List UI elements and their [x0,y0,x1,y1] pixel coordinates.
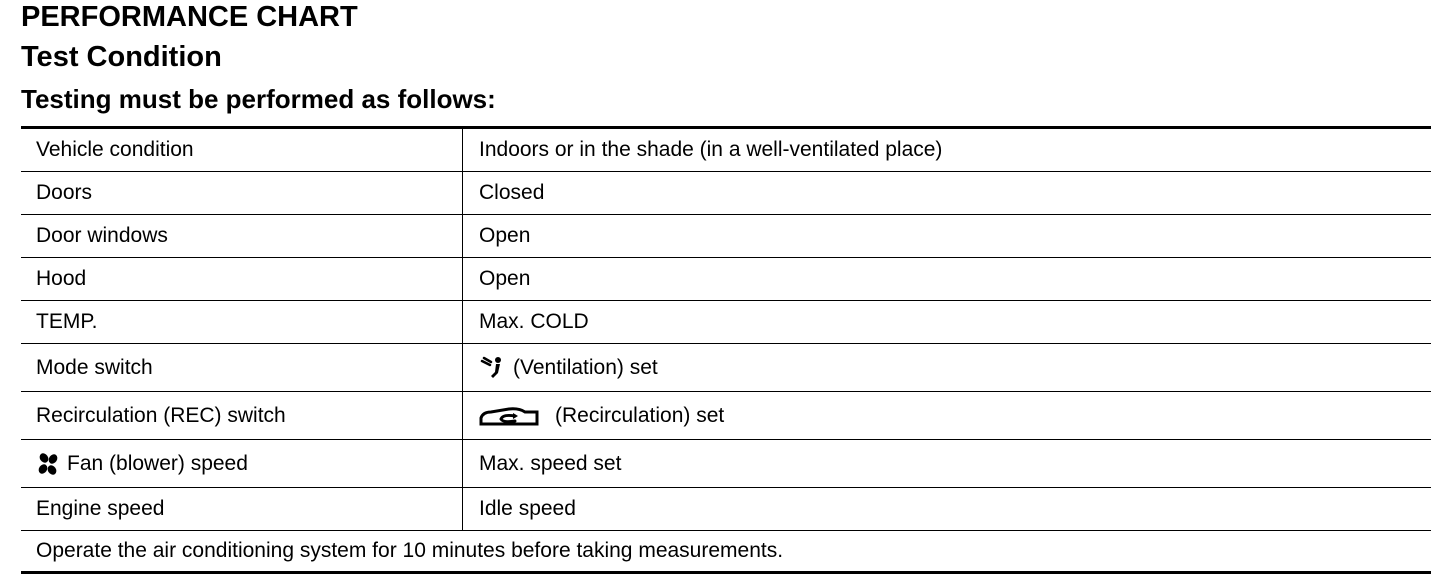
setting-cell: Open [479,224,531,247]
table-footer-row [21,531,1431,571]
footer-note: Operate the air conditioning system for 10 minutes before taking measurements. [36,539,784,562]
setting-cell [463,392,1431,439]
table-row [21,440,1431,488]
condition-cell: Hood [21,258,463,300]
page-title: PERFORMANCE CHART [21,1,358,33]
condition-cell: Doors [21,172,463,214]
condition-cell: Vehicle condition [21,129,463,171]
ventilation-mode-icon [479,355,505,381]
setting-cell: Open [479,267,531,290]
fan-icon [36,452,60,476]
condition-text: Fan (blower) speed [67,451,248,475]
setting-cell: Closed [479,181,545,204]
table-row [21,258,1431,301]
table-row [21,392,1431,440]
test-condition-table [21,126,1431,574]
condition-cell: Recirculation (REC) switch [21,392,463,439]
setting-cell: Idle speed [479,497,576,520]
setting-cell [463,344,1431,391]
condition-cell: TEMP. [21,301,463,343]
table-row [21,301,1431,344]
table-row [21,129,1431,172]
setting-text: (Recirculation) set [555,403,725,427]
setting-cell: Max. speed set [479,451,622,475]
table-row [21,344,1431,392]
recirculation-icon [479,404,541,428]
condition-cell: Mode switch [21,344,463,391]
instruction-heading: Testing must be performed as follows: [21,84,496,114]
setting-text: (Ventilation) set [513,355,658,379]
setting-cell: Max. COLD [479,310,589,333]
condition-cell [21,440,463,487]
section-title: Test Condition [21,41,222,73]
table-row [21,172,1431,215]
table-row [21,215,1431,258]
table-row [21,488,1431,531]
setting-cell: Indoors or in the shade (in a well-ventilated place) [479,138,943,161]
condition-cell: Engine speed [21,488,463,530]
condition-cell: Door windows [21,215,463,257]
